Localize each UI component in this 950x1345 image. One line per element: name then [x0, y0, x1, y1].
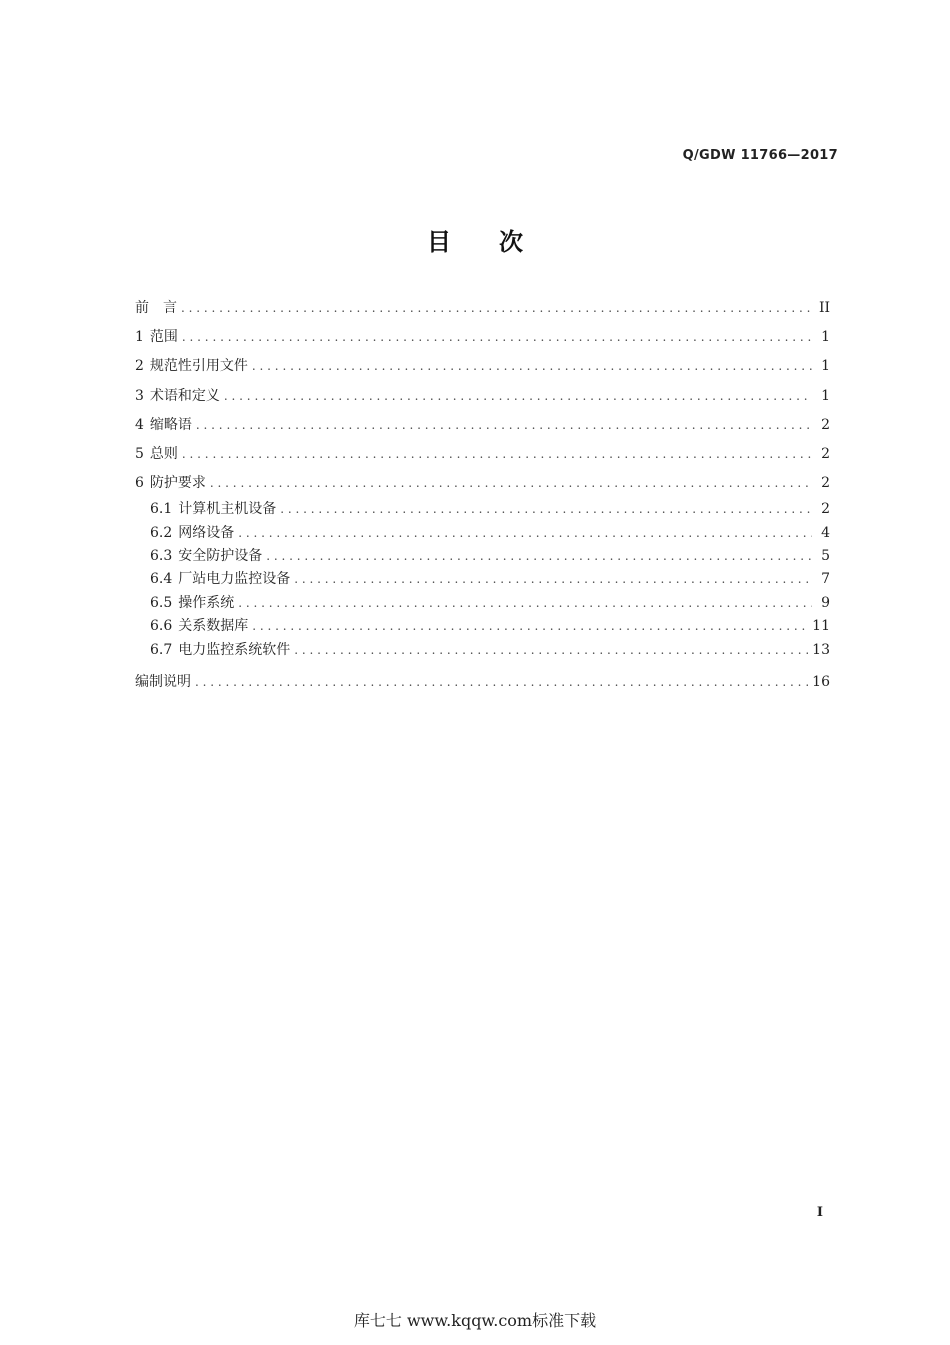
toc-entry-number: 3: [135, 387, 144, 404]
toc-entry-page: II: [818, 300, 830, 316]
toc-entry-label: 前 言: [135, 300, 177, 316]
toc-entry[interactable]: [135, 352, 830, 381]
toc-dot-leader: [294, 568, 812, 591]
toc-entry-number: 6.2: [150, 524, 173, 541]
page-title: [0, 222, 950, 257]
toc-dot-leader: [294, 639, 808, 662]
toc-entry[interactable]: [135, 592, 830, 615]
toc-entry[interactable]: [135, 294, 830, 323]
toc-entry-label: 防护要求: [149, 475, 206, 492]
toc-entry-label: 范围: [149, 329, 178, 346]
toc-entry-number: 5: [135, 445, 144, 462]
toc-entry-number: 4: [135, 416, 144, 433]
toc-dot-leader: [280, 498, 812, 521]
toc-entry-label: 关系数据库: [178, 618, 249, 635]
toc-entry[interactable]: [135, 323, 830, 352]
title-char-1: 目: [427, 228, 451, 256]
toc-entry-page: 2: [821, 445, 830, 462]
toc-entry-page: 13: [812, 641, 830, 658]
toc-entry[interactable]: [135, 469, 830, 498]
toc-entry-number: 6.7: [150, 641, 173, 658]
toc-entry-page: 7: [821, 571, 830, 588]
toc-dot-leader: [238, 592, 812, 615]
toc-entry[interactable]: [135, 522, 830, 545]
toc-entry-label: 规范性引用文件: [149, 358, 248, 375]
toc-entry[interactable]: [135, 382, 830, 411]
table-of-contents: [135, 294, 830, 697]
toc-entry[interactable]: [135, 498, 830, 521]
toc-dot-leader: [196, 411, 812, 440]
toc-entry-page: 16: [812, 674, 830, 691]
toc-dot-leader: [182, 323, 812, 352]
toc-entry-number: 1: [135, 329, 144, 346]
toc-entry[interactable]: [135, 440, 830, 469]
toc-entry-page: 1: [821, 329, 830, 346]
toc-entry-page: 1: [821, 387, 830, 404]
toc-dot-leader: [210, 469, 812, 498]
toc-entry-number: 6.6: [150, 618, 173, 635]
toc-entry-page: 2: [821, 416, 830, 433]
toc-entry[interactable]: [135, 411, 830, 440]
toc-entry-label: 安全防护设备: [178, 548, 263, 565]
toc-entry-page: 2: [821, 475, 830, 492]
toc-entry-page: 5: [821, 548, 830, 565]
toc-entry-label: 总则: [149, 445, 178, 462]
toc-entry-number: 6: [135, 475, 144, 492]
toc-entry-page: 4: [821, 524, 830, 541]
toc-entry-number: 6.4: [150, 571, 173, 588]
toc-entry-number: 6.3: [150, 548, 173, 565]
title-char-2: 次: [499, 228, 523, 256]
toc-dot-leader: [224, 382, 812, 411]
toc-entry[interactable]: [135, 668, 830, 697]
toc-entry-page: 9: [821, 594, 830, 611]
toc-entry-page: 11: [812, 618, 830, 635]
toc-entry[interactable]: [135, 639, 830, 662]
toc-entry-label: 操作系统: [178, 594, 235, 611]
toc-entry-label: 厂站电力监控设备: [178, 571, 291, 588]
toc-entry-label: 缩略语: [149, 416, 192, 433]
toc-dot-leader: [252, 615, 808, 638]
toc-dot-leader: [252, 352, 812, 381]
toc-entry-label: 电力监控系统软件: [178, 641, 291, 658]
toc-dot-leader: [195, 668, 808, 697]
footer-watermark: 库七七 www.kqqw.com标准下载: [353, 1311, 597, 1330]
toc-entry-label: 网络设备: [178, 524, 235, 541]
toc-entry-page: 2: [821, 501, 830, 518]
toc-entry[interactable]: [135, 568, 830, 591]
toc-dot-leader: [238, 522, 812, 545]
toc-entry-label: 计算机主机设备: [178, 501, 277, 518]
page-number: I: [816, 1205, 823, 1220]
toc-entry-label: 术语和定义: [149, 387, 220, 404]
toc-entry[interactable]: [135, 615, 830, 638]
toc-entry[interactable]: [135, 545, 830, 568]
toc-dot-leader: [266, 545, 812, 568]
toc-entry-number: 6.1: [150, 501, 173, 518]
toc-entry-number: 2: [135, 358, 144, 375]
standard-code: Q/GDW 11766—2017: [682, 148, 838, 163]
toc-entry-number: 6.5: [150, 594, 173, 611]
toc-entry-label: 编制说明: [135, 674, 191, 691]
toc-dot-leader: [182, 440, 812, 469]
toc-dot-leader: [181, 294, 812, 323]
toc-entry-page: 1: [821, 358, 830, 375]
